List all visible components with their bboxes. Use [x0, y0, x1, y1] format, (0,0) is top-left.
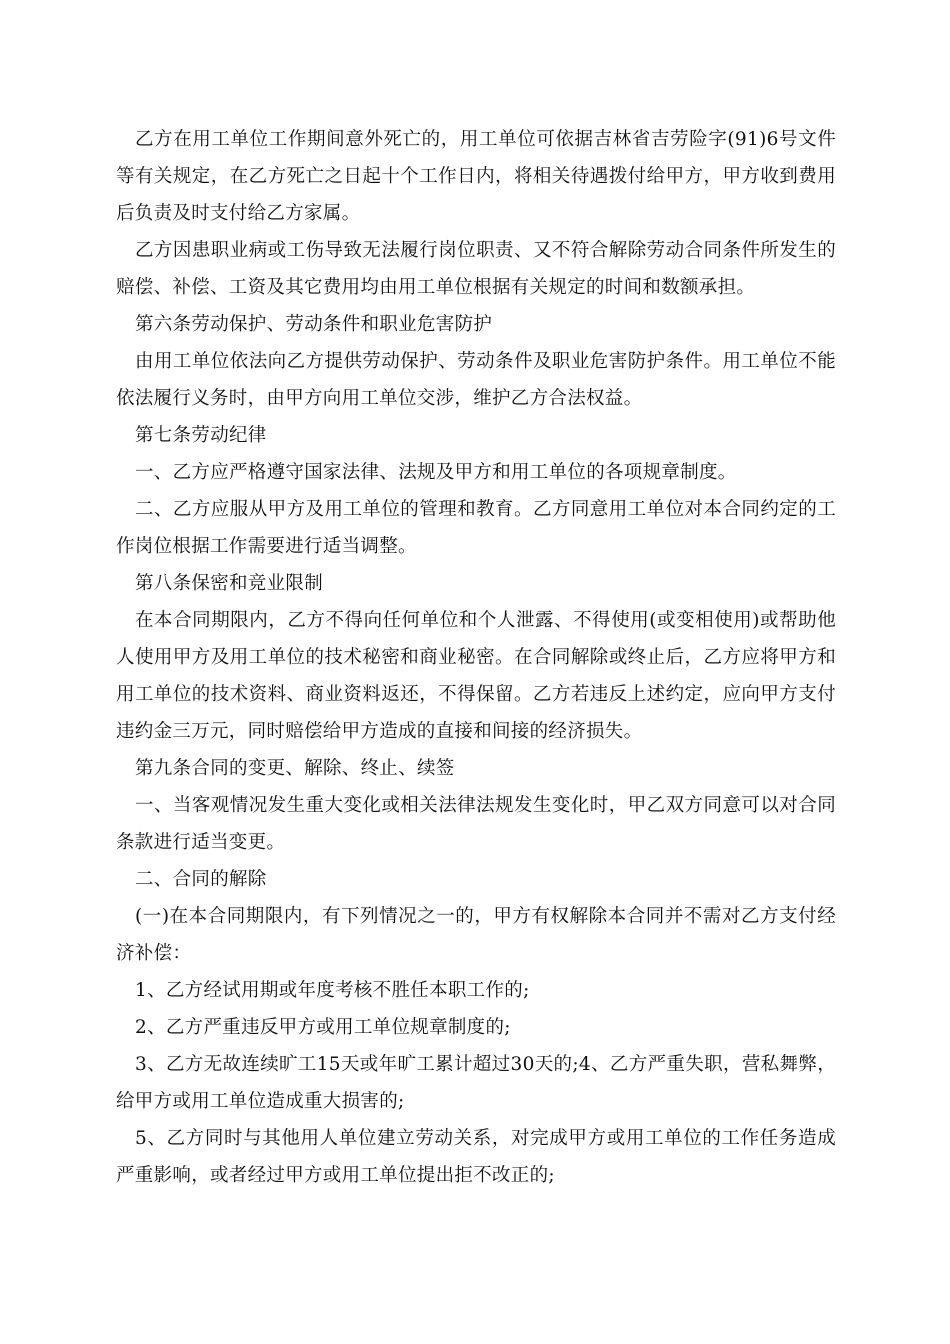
paragraph-confidentiality: 在本合同期限内，乙方不得向任何单位和个人泄露、不得使用(或变相使用)或帮助他人使用甲方及用工单位的技术秘密和商业秘密。在合同解除或终止后，乙方应将甲方和用工单位的技术资料、商业资料返还，不得保留。乙方若违反上述约定，应向甲方支付违约金三万元，同时赔偿给甲方造成的直接和间接的经济损失。 — [116, 610, 836, 742]
article-9-heading: 第九条合同的变更、解除、终止、续签 — [135, 758, 455, 779]
list-item-1: 1、乙方经试用期或年度考核不胜任本职工作的; — [135, 980, 530, 1001]
paragraph-labor-protection: 由用工单位依法向乙方提供劳动保护、劳动条件及职业危害防护条件。用工单位不能依法履行义务时，由甲方向用工单位交涉，维护乙方合法权益。 — [116, 351, 836, 409]
list-item-5: 5、乙方同时与其他用人单位建立劳动关系，对完成甲方或用工单位的工作任务造成严重影响，或者经过甲方或用工单位提出拒不改正的; — [116, 1128, 836, 1186]
list-item-2: 2、乙方严重违反甲方或用工单位规章制度的; — [135, 1017, 511, 1038]
article-8-heading: 第八条保密和竞业限制 — [135, 573, 324, 594]
paragraph-termination-intro: (一)在本合同期限内，有下列情况之一的，甲方有权解除本合同并不需对乙方支付经济补偿： — [116, 906, 836, 964]
paragraph-accidental-death: 乙方在用工单位工作期间意外死亡的，用工单位可依据吉林省吉劳险字(91)6号文件等有关规定，在乙方死亡之日起十个工作日内，将相关待遇拨付给甲方，甲方收到费用后负责及时支付给乙方家属。 — [116, 129, 836, 224]
paragraph-discipline-1: 一、乙方应严格遵守国家法律、法规及甲方和用工单位的各项规章制度。 — [135, 462, 737, 483]
article-6-heading: 第六条劳动保护、劳动条件和职业危害防护 — [135, 314, 493, 335]
document-body — [116, 121, 836, 1194]
section-termination-heading: 二、合同的解除 — [135, 869, 267, 890]
list-item-3-4: 3、乙方无故连续旷工15天或年旷工累计超过30天的;4、乙方严重失职，营私舞弊，给甲方或用工单位造成重大损害的; — [116, 1054, 836, 1112]
article-7-heading: 第七条劳动纪律 — [135, 425, 267, 446]
paragraph-discipline-2: 二、乙方应服从甲方及用工单位的管理和教育。乙方同意用工单位对本合同约定的工作岗位根据工作需要进行适当调整。 — [116, 499, 836, 557]
paragraph-occupational-disease: 乙方因患职业病或工伤导致无法履行岗位职责、又不符合解除劳动合同条件所发生的赔偿、补偿、工资及其它费用均由用工单位根据有关规定的时间和数额承担。 — [116, 240, 836, 298]
paragraph-contract-change: 一、当客观情况发生重大变化或相关法律法规发生变化时，甲乙双方同意可以对合同条款进行适当变更。 — [116, 795, 836, 853]
